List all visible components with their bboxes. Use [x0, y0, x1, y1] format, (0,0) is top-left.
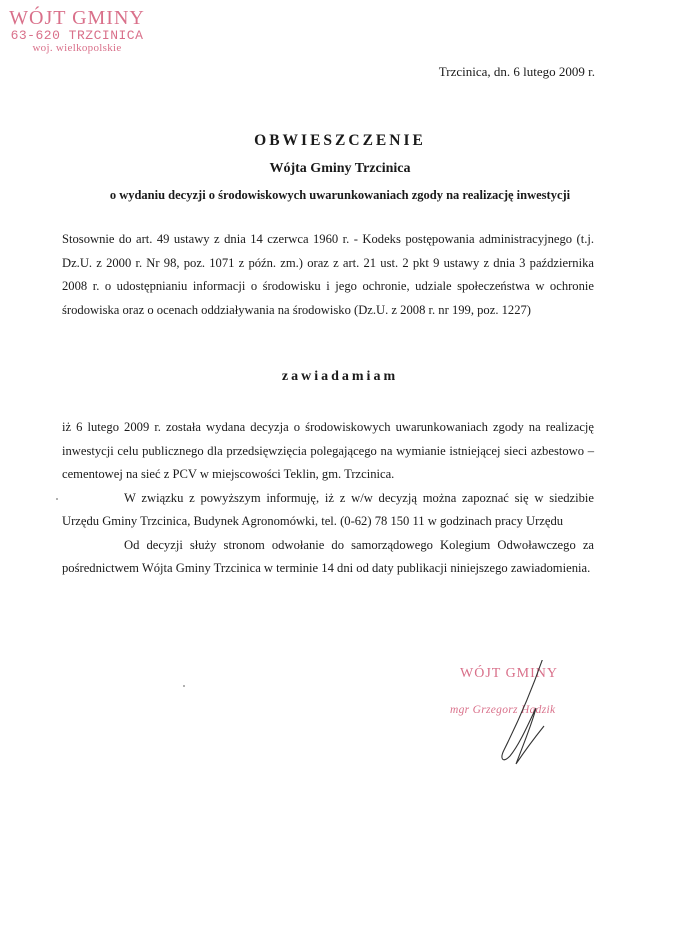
legal-basis-paragraph: Stosownie do art. 49 ustawy z dnia 14 czerwca 1960 r. - Kodeks postępowania administracyjnego (t.j. Dz.U. z 2000 r. Nr 98, poz. 1071 z późn. zm.) oraz z art. 21 ust. 2 pkt 9 ustawy z dnia 3 października 2008 r. o udostępnianiu informacji o środowisku i jego ochronie, udziale społeczeństwa w ochronie środowiska oraz o ocenach oddziaływania na środowisko (Dz.U. z 2008 r. nr 199, poz. 1227) — [62, 232, 594, 317]
date-line: Trzcinica, dn. 6 lutego 2009 r. — [438, 64, 595, 79]
signature-title: WÓJT GMINY — [460, 666, 559, 681]
document-title: OBWIESZCZENIE — [254, 132, 426, 149]
scan-speck — [56, 498, 58, 500]
handwritten-signature-icon — [440, 660, 600, 780]
document-subtitle: Wójta Gminy Trzcinica — [269, 161, 411, 176]
stamp-line-region: woj. wielkopolskie — [32, 41, 122, 54]
stamp-line-office: WÓJT GMINY — [9, 7, 145, 29]
stamp-line-address: 63-620 TRZCINICA — [10, 28, 144, 43]
document-heading: o wydaniu decyzji o środowiskowych uwarunkowaniach zgody na realizację inwestycji — [109, 188, 571, 202]
inspection-paragraph: W związku z powyższym informuję, iż z w/w decyzją można zapoznać się w siedzibie Urzędu Gminy Trzcinica, Budynek Agronomówki, tel. (0-62) 78 150 11 w godzinach pracy Urzędu — [62, 490, 594, 528]
office-stamp — [2, 8, 152, 54]
appeal-paragraph: Od decyzji służy stronom odwołanie do samorządowego Kolegium Odwoławczego za pośrednictwem Wójta Gminy Trzcinica w terminie 14 dni od daty publikacji niniejszego zawiadomienia. — [62, 537, 594, 575]
notify-word: zawiadamiam — [281, 369, 399, 384]
signature-block — [440, 660, 600, 770]
body-section — [62, 416, 594, 581]
signature-name: mgr Grzegorz Hadzik — [450, 704, 556, 716]
decision-paragraph: iż 6 lutego 2009 r. została wydana decyzja o środowiskowych uwarunkowaniach zgody na realizację inwestycji celu publicznego dla przedsięwzięcia polegającego na wymianie istniejącej sieci azbestowo – cementowej na sieć z PCV w miejscowości Teklin, gm. Trzcinica. — [62, 420, 594, 481]
scan-speck — [183, 685, 185, 687]
